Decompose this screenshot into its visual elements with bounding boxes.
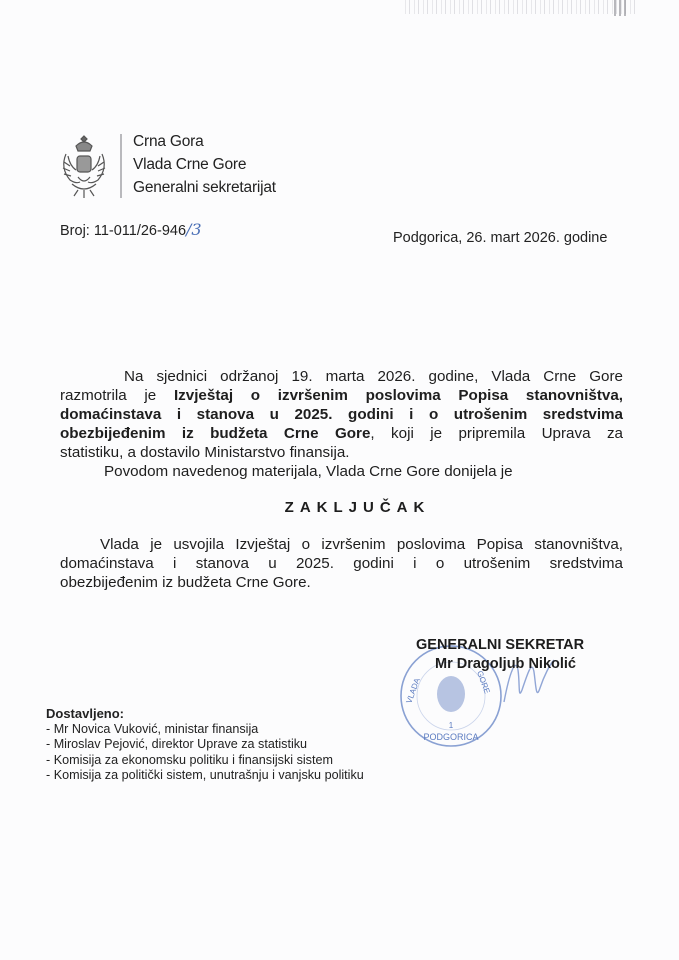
distribution-title: Dostavljeno: [46, 706, 125, 721]
place-date: Podgorica, 26. mart 2026. godine [393, 230, 608, 246]
svg-text:GORE: GORE [475, 669, 492, 695]
distribution-item: - Komisija za ekonomsku politiku i finansijski sistem [46, 752, 333, 767]
header-country: Crna Gora [133, 133, 204, 150]
signatory-title: GENERALNI SEKRETAR [416, 637, 585, 653]
conclusion-line3: obezbijeđenim iz budžeta Crne Gore. [60, 574, 311, 591]
bold-report-title: domaćinstava i stanova u 2025. godini i o utrošenim sredstvima [60, 406, 623, 423]
paragraph1-line2 [60, 386, 623, 405]
distribution-list [46, 706, 364, 784]
coat-of-arms-icon [58, 132, 110, 202]
distribution-item: - Miroslav Pejović, direktor Uprave za statistiku [46, 737, 308, 751]
distribution-item: - Komisija za politički sistem, unutrašnju i vanjsku politiku [46, 768, 364, 782]
conclusion-text [60, 535, 623, 592]
header-divider [120, 134, 122, 198]
conclusion-line1: Vlada je usvojila Izvještaj o izvršenim poslovima Popisa stanovništva, [100, 536, 623, 553]
distribution-item: - Mr Novica Vuković, ministar finansija [46, 721, 259, 736]
paragraph1-line3 [60, 405, 623, 424]
header-secretariat: Generalni sekretarijat [133, 179, 276, 196]
signature-block [412, 636, 622, 674]
title-text: ZAKLJUČAK [284, 499, 431, 516]
stamp-number: 1 [448, 721, 454, 730]
paragraph1-line4 [60, 424, 623, 443]
reference-number [60, 220, 202, 239]
paragraph1-line5: statistiku, a dostavilo Ministarstvo finansija. [60, 444, 350, 461]
paragraph1-line1: Na sjednici održanoj 19. marta 2026. godine, Vlada Crne Gore [124, 368, 623, 385]
svg-text:VLADA: VLADA [404, 676, 422, 705]
body-text [60, 367, 623, 481]
paragraph2: Povodom navedenog materijala, Vlada Crne Gore donijela je [104, 463, 513, 480]
letterhead [58, 128, 276, 206]
handwritten-suffix: /3 [186, 220, 202, 239]
signatory-name: Mr Dragoljub Nikolić [435, 656, 576, 672]
bold-report-title: Izvještaj o izvršenim poslovima Popisa stanovništva, [173, 387, 623, 404]
header-government: Vlada Crne Gore [133, 156, 247, 173]
text-run: razmotrila je [60, 387, 174, 404]
stamp-city: PODGORICA [423, 732, 479, 742]
text-run: , koji je pripremila Uprava za [370, 425, 623, 442]
scan-artifact [405, 0, 635, 14]
conclusion-line2: domaćinstava i stanova u 2025. godini i o utrošenim sredstvima [60, 555, 623, 572]
scan-artifact [614, 0, 626, 16]
document-title [0, 499, 679, 516]
bold-report-title: obezbijeđenim iz budžeta Crne Gore [60, 425, 371, 442]
reference-label: Broj: 11-011/26-946 [60, 223, 187, 239]
